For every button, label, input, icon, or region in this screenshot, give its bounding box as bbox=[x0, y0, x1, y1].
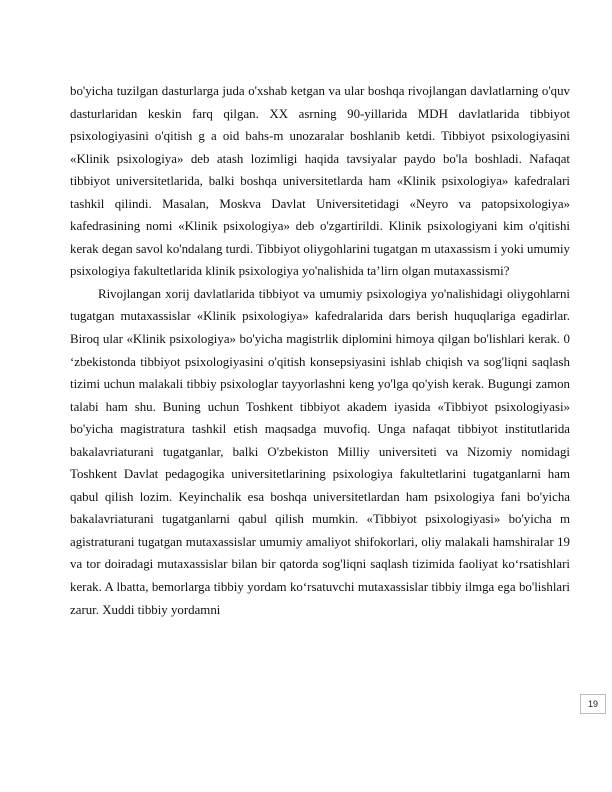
paragraph-continued: bo'yicha tuzilgan dasturlarga juda o'xshab ketgan va ular boshqa rivojlangan davlatlarning o'quv dasturlaridan keskin farq qilgan. XX asrning 90-yillarida MDH davlatlarida tibbiyot psixologiyasini o'qitish g a oid bahs-m unozaralar boshlanib ketdi. Tibbiyot psixologiyasini «Klinik psixologiya» deb atash lozimligi haqida tavsiyalar paydo bo'la boshladi. Nafaqat tibbiyot universitetlarida, balki boshqa universitetlarda ham «Klinik psixologiya» kafedralari tashkil qilindi. Masalan, Moskva Davlat Universitetidagi «Neyro va patopsixologiya» kafedrasining nomi «Klinik psixologiya» deb o'zgartirildi. Klinik psixologiyani kim o'qitishi kerak degan savol ko'ndalang turdi. Tibbiyot oliygohlarini tugatgan m utaxassism i yoki umumiy psixologiya fakultetlarida klinik psixologiya yo'nalishida ta’lirn olgan mutaxassismi? bbox=[70, 84, 570, 279]
paragraph: Rivojlangan xorij davlatlarida tibbiyot va umumiy psixologiya yo'nalishidagi oliygohlarni tugatgan mutaxassislar «Klinik psixologiya» kafedralarida dars berish huquqlariga egadirlar. Biroq ular «Klinik psixologiya» bo'yicha magistrlik diplomini himoya qilgan bo'lishlari kerak. 0 ‘zbekistonda tibbiyot psixologiyasini o'qitish konsepsiyasini ishlab chiqish va sog'liqni saqlash tizimi uchun malakali tibbiy psixologlar tayyorlashni keng yo'lga qo'yish kerak. Bugungi zamon talabi ham shu. Buning uchun Toshkent tibbiyot akadem iyasida «Tibbiyot psixologiyasi» bo'yicha magistratura tashkil etish maqsadga muvofiq. Unga nafaqat tibbiyot institutlarida bakalavriaturani tugatganlar, balki O'zbekiston Milliy universiteti va Nizomiy nomidagi Toshkent Davlat pedagogika universitetlarining psixologiya fakultetlarini tugatganlarni ham qabul qilish lozim. Keyinchalik esa boshqa universitetlardan ham psixologiya fani bo'yicha bakalavriaturani tugatganlarni qabul qilish mumkin. «Tibbiyot psixologiyasi» bo'yicha m agistraturani tugatgan mutaxassislar umumiy amaliyot shifokorlari, oliy malakali hamshiralar 19 va tor doiradagi mutaxassislar bilan bir qatorda sog'liqni saqlash tizimida faoliyat ko‘rsatishlari kerak. A lbatta, bemorlarga tibbiy yordam ko‘rsatuvchi mutaxassislar tibbiy ilmga ega bo'lishlari zarur. Xuddi tibbiy yordamni bbox=[70, 286, 570, 617]
page-number: 19 bbox=[580, 694, 606, 714]
body-text bbox=[70, 80, 570, 621]
